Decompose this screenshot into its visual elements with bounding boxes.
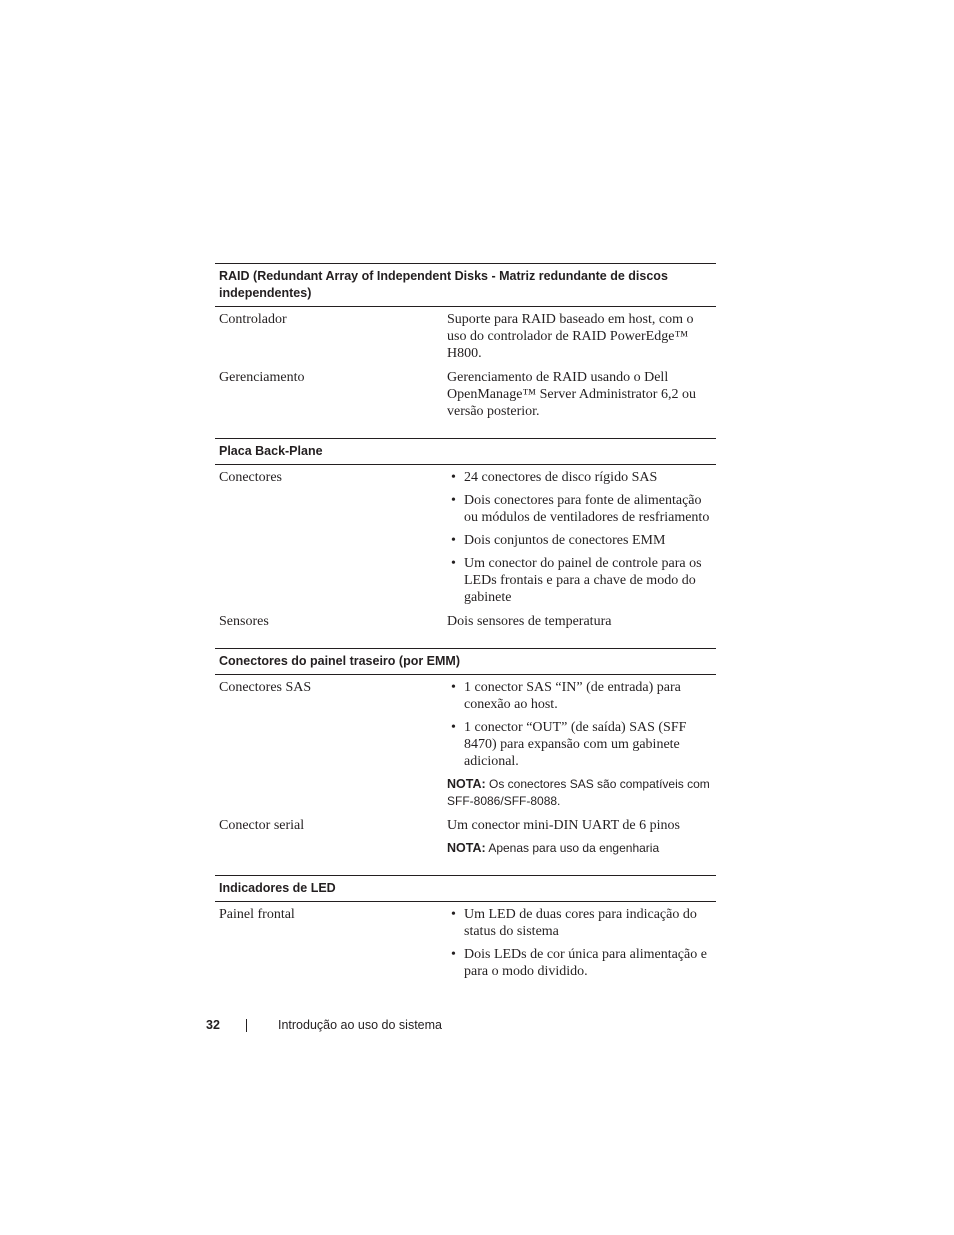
row-value-text: Um conector mini-DIN UART de 6 pinos [447,818,680,833]
spec-row-gerenciamento [215,369,716,420]
row-label: Controlador [219,312,287,327]
section-title: Conectores do painel traseiro (por EMM) [215,648,716,675]
section-led-indicators [215,875,716,988]
row-label: Conector serial [219,818,305,833]
bullet-item: • 1 conector “OUT” (de saída) SAS (SFF 8470) para expansão com um gabinete adicional. [447,719,714,770]
page-number: 32 [206,1018,220,1032]
bullet-list [447,679,714,770]
bullet-item: • Dois conjuntos de conectores EMM [447,532,714,549]
row-value: Dois sensores de temperatura [447,614,612,629]
section-raid [215,263,716,438]
section-title: Placa Back-Plane [215,438,716,465]
chapter-title: Introdução ao uso do sistema [278,1018,442,1032]
page-footer [206,1015,606,1035]
row-label: Conectores SAS [219,680,312,695]
note-label: NOTA: [447,841,486,855]
row-value: Gerenciamento de RAID usando o Dell OpenManage™ Server Administrator 6,2 ou versão posterior. [447,370,696,419]
note [447,840,714,857]
section-title: RAID (Redundant Array of Independent Disks - Matriz redundante de discos independentes) [215,263,716,307]
bullet-list [447,906,714,980]
bullet-item: • Um LED de duas cores para indicação do status do sistema [447,906,714,940]
bullet-item: • Um conector do painel de controle para os LEDs frontais e para a chave de modo do gabinete [447,555,714,606]
bullet-item: • Dois conectores para fonte de alimentação ou módulos de ventiladores de resfriamento [447,492,714,526]
row-value: Suporte para RAID baseado em host, com o uso do controlador de RAID PowerEdge™ H800. [447,312,694,361]
bullet-list [447,469,714,606]
section-back-plane [215,438,716,648]
row-label: Sensores [219,614,269,629]
bullet-item: • 1 conector SAS “IN” (de entrada) para conexão ao host. [447,679,714,713]
note-text: Os conectores SAS são compatíveis com SFF-8086/SFF-8088. [447,777,710,808]
spec-row-conectores [215,469,716,606]
row-value [447,817,716,857]
spec-row-sensores [215,613,716,630]
row-label: Painel frontal [219,907,295,922]
row-value [447,679,716,810]
section-rear-panel-connectors [215,648,716,875]
row-label: Conectores [219,470,282,485]
bullet-item: • 24 conectores de disco rígido SAS [447,469,714,486]
spec-row-conector-serial [215,817,716,857]
note-text: Apenas para uso da engenharia [488,841,660,855]
row-value [447,469,716,606]
bullet-item: • Dois LEDs de cor única para alimentação e para o modo dividido. [447,946,714,980]
note-label: NOTA: [447,777,486,791]
row-label: Gerenciamento [219,370,305,385]
spec-row-controlador [215,311,716,362]
spec-row-painel-frontal [215,906,716,980]
row-value [447,906,716,980]
footer-separator [246,1019,247,1032]
spec-table [215,263,716,988]
section-title: Indicadores de LED [215,875,716,902]
note [447,776,714,810]
spec-row-conectores-sas [215,679,716,810]
